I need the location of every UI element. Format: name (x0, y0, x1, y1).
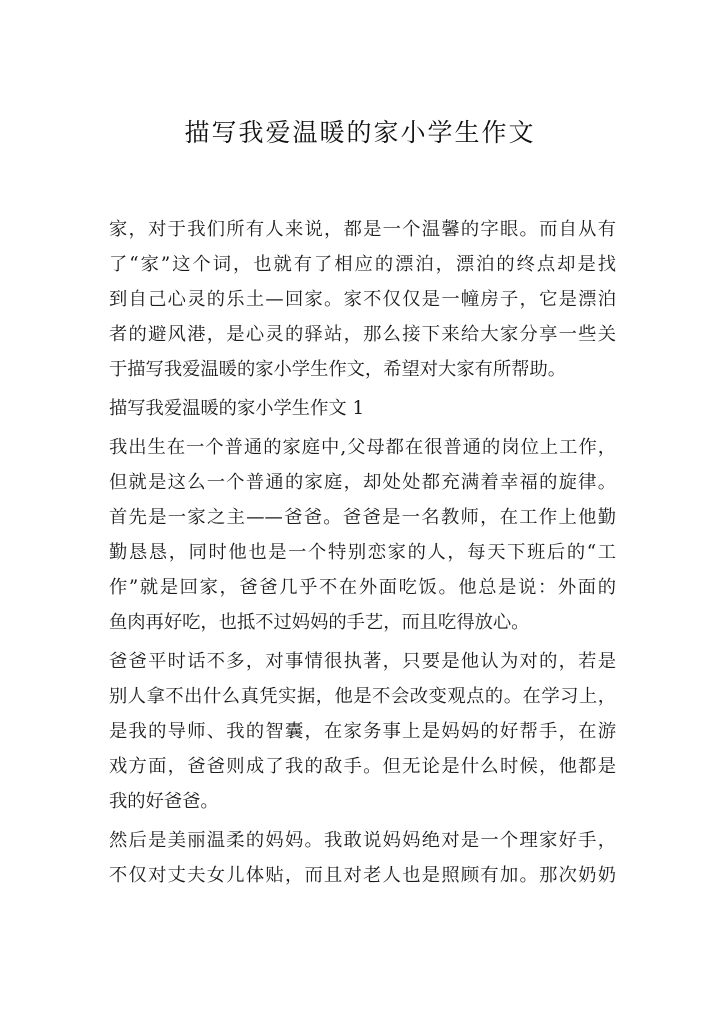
text-line: 家，对于我们所有人来说，都是一个温馨的字眼。而自从有 (109, 219, 616, 240)
text-line: 别人拿不出什么真凭实据，他是不会改变观点的。在学习上， (109, 686, 616, 707)
text-line: 然后是美丽温柔的妈妈。我敢说妈妈绝对是一个理家好手， (109, 830, 616, 851)
paragraph-3 (109, 823, 616, 893)
text-line: 戏方面，爸爸则成了我的敌手。但无论是什么时候，他都是 (109, 756, 616, 777)
text-line: 作”就是回家，爸爸几乎不在外面吃饭。他总是说：外面的 (109, 577, 616, 598)
text-line: 爸爸平时话不多，对事情很执著，只要是他认为对的，若是 (109, 651, 616, 672)
text-line: 是我的导师、我的智囊，在家务事上是妈妈的好帮手，在游 (109, 721, 616, 742)
text-line: 勤恳恳，同时他也是一个特别恋家的人，每天下班后的“工 (109, 542, 616, 563)
section-heading: 描写我爱温暖的家小学生作文 1 (109, 398, 365, 419)
text-line: 我的好爸爸。 (109, 791, 219, 812)
intro-paragraph (109, 212, 616, 387)
document-title: 描写我爱温暖的家小学生作文 (184, 118, 536, 147)
text-line: 但就是这么一个普通的家庭，却处处都充满着幸福的旋律。 (109, 472, 616, 493)
text-line: 不仅对丈夫女儿体贴，而且对老人也是照顾有加。那次奶奶 (109, 865, 616, 886)
paragraph-1 (109, 430, 616, 640)
essay-heading (109, 391, 616, 426)
text-line: 到自己心灵的乐土—回家。家不仅仅是一幢房子，它是漂泊 (109, 289, 616, 310)
text-line: 鱼肉再好吃，也抵不过妈妈的手艺，而且吃得放心。 (109, 612, 530, 633)
text-line: 了“家”这个词，也就有了相应的漂泊，漂泊的终点却是找 (109, 254, 616, 275)
paragraph-2 (109, 644, 616, 819)
document-body (109, 212, 616, 893)
text-line: 首先是一家之主——爸爸。爸爸是一名教师，在工作上他勤 (109, 507, 616, 528)
text-line: 者的避风港，是心灵的驿站，那么接下来给大家分享一些关 (109, 324, 616, 345)
text-line: 于描写我爱温暖的家小学生作文，希望对大家有所帮助。 (109, 359, 567, 380)
text-line: 我出生在一个普通的家庭中,父母都在很普通的岗位上工作， (109, 437, 616, 458)
